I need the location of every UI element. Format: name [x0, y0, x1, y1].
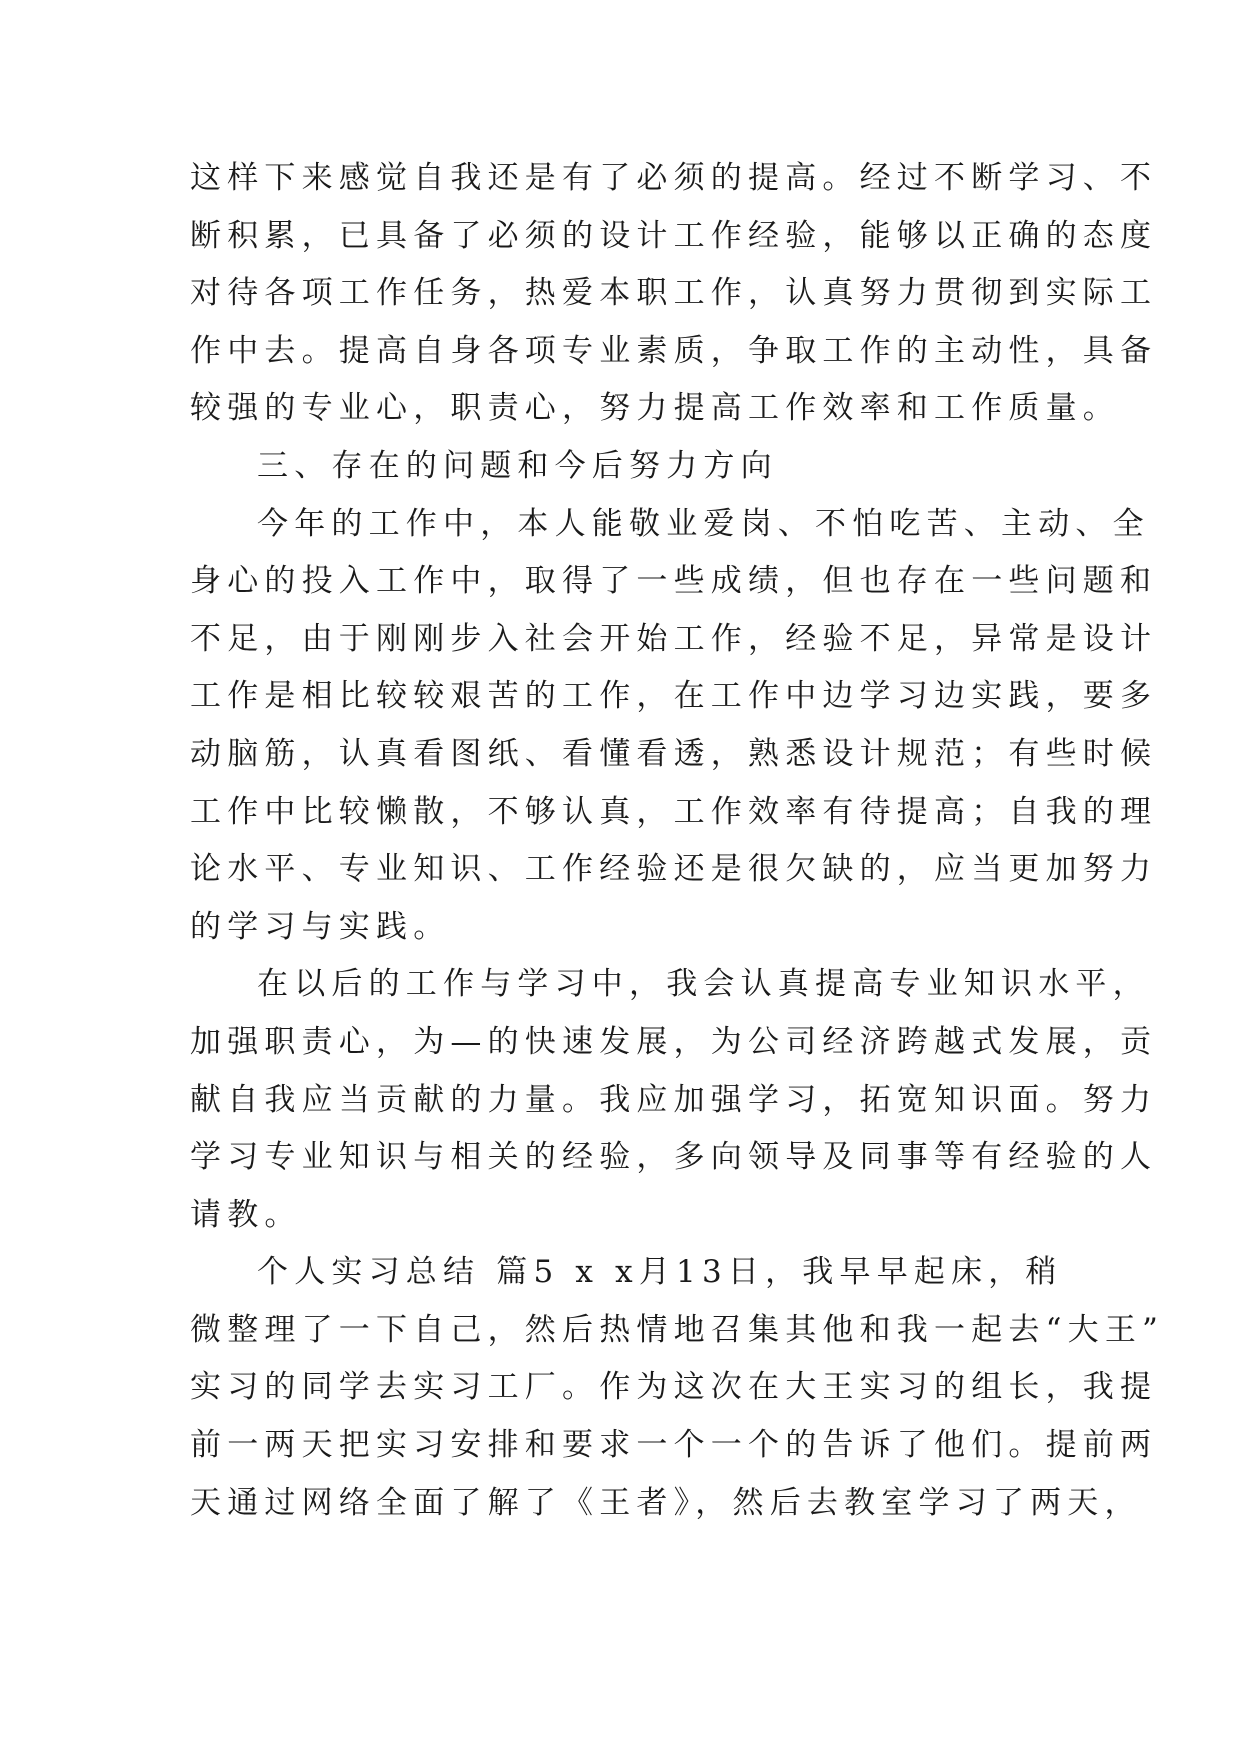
text-line: 前一两天把实习安排和要求一个一个的告诉了他们。提前两 [190, 1427, 1158, 1464]
text-line: 天通过网络全面了解了《王者》，然后去教室学习了两天， [190, 1484, 1142, 1521]
text-line: 今年的工作中，本人能敬业爱岗、不怕吃苦、主动、全 [257, 505, 1150, 542]
text-line: 在以后的工作与学习中，我会认真提高专业知识水平， [257, 966, 1150, 1003]
text-line: 学习专业知识与相关的经验，多向领导及同事等有经验的人 [190, 1139, 1158, 1176]
text-line: 对待各项工作任务，热爱本职工作，认真努力贯彻到实际工 [190, 275, 1158, 312]
text-line: 请教。 [190, 1196, 302, 1233]
text-line: 的学习与实践。 [190, 908, 451, 945]
section-heading: 三、存在的问题和今后努力方向 [257, 447, 778, 484]
text-line: 身心的投入工作中，取得了一些成绩，但也存在一些问题和 [190, 563, 1158, 600]
text-line: 这样下来感觉自我还是有了必须的提高。经过不断学习、不 [190, 160, 1158, 196]
text-line: 论水平、专业知识、工作经验还是很欠缺的，应当更加努力 [190, 851, 1158, 888]
text-line: 作中去。提高自身各项专业素质，争取工作的主动性，具备 [190, 332, 1158, 369]
text-line: 实习的同学去实习工厂。作为这次在大王实习的组长，我提 [190, 1369, 1158, 1406]
text-line: 断积累，已具备了必须的设计工作经验，能够以正确的态度 [190, 217, 1158, 254]
text-line: 献自我应当贡献的力量。我应加强学习，拓宽知识面。努力 [190, 1081, 1158, 1118]
text-line: 微整理了一下自己，然后热情地召集其他和我一起去“大王” [190, 1311, 1165, 1348]
text-line: 个人实习总结 篇5 x x月13日，我早早起床，稍 [257, 1254, 1063, 1291]
text-line: 加强职责心，为—的快速发展，为公司经济跨越式发展，贡 [190, 1023, 1158, 1060]
text-line: 工作是相比较较艰苦的工作，在工作中边学习边实践，要多 [190, 678, 1158, 715]
text-line: 动脑筋，认真看图纸、看懂看透，熟悉设计规范；有些时候 [190, 735, 1158, 772]
text-line: 较强的专业心，职责心，努力提高工作效率和工作质量。 [190, 390, 1120, 427]
body-text [190, 150, 1165, 1532]
text-line: 不足，由于刚刚步入社会开始工作，经验不足，异常是设计 [190, 620, 1158, 657]
text-line: 工作中比较懒散，不够认真，工作效率有待提高；自我的理 [190, 793, 1158, 830]
